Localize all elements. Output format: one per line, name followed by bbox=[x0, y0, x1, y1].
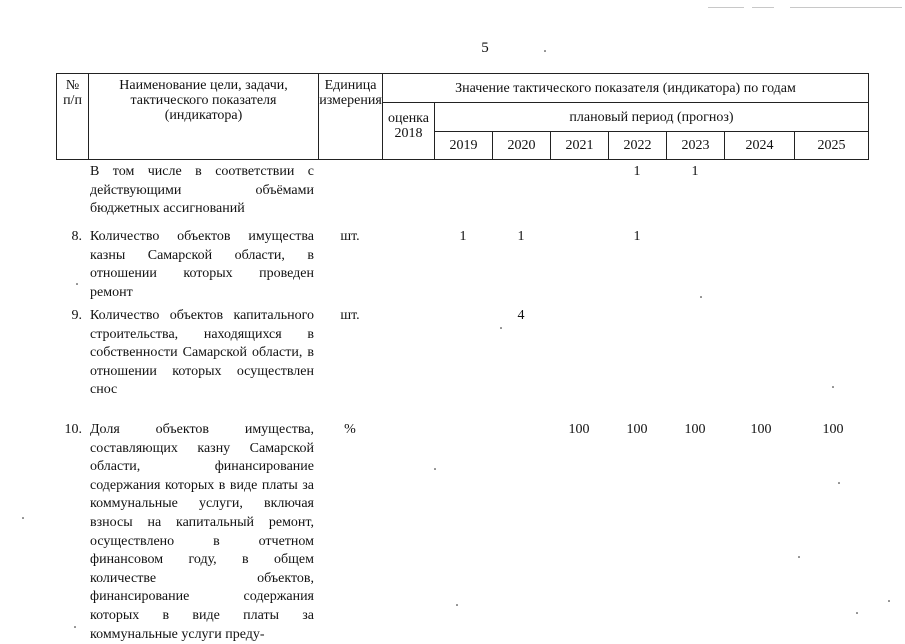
scan-artifact-line bbox=[752, 7, 774, 8]
row-value-2019: 1 bbox=[459, 229, 467, 244]
header-year-2024: 2024 bbox=[725, 132, 795, 160]
scan-speck bbox=[74, 626, 76, 628]
page-number: 5 bbox=[481, 40, 489, 56]
header-unit-col: Единица измерения bbox=[319, 74, 383, 160]
row-unit: шт. bbox=[340, 229, 360, 244]
header-year-2025: 2025 bbox=[795, 132, 869, 160]
row-indicator-name: Количество объектов капитального строительства, находящихся в собственности Самарской области, в отношении которых осуществлен снос bbox=[90, 308, 314, 398]
row-value-2022: 1 bbox=[633, 229, 641, 244]
row-number: 10. bbox=[64, 422, 82, 437]
row-value-2023: 1 bbox=[691, 164, 699, 179]
header-plan-group: плановый период (прогноз) bbox=[435, 103, 869, 132]
row-value-2020: 1 bbox=[517, 229, 525, 244]
scan-speck bbox=[700, 296, 702, 298]
scan-speck bbox=[832, 386, 834, 388]
row-indicator-name: Количество объектов имущества казны Самарской области, в отношении которых проведен ремонт bbox=[90, 229, 314, 300]
scan-speck bbox=[500, 327, 502, 329]
row-number: 9. bbox=[71, 308, 82, 323]
row-value-2023: 100 bbox=[684, 422, 706, 437]
scan-speck bbox=[22, 517, 24, 519]
header-name-col: Наименование цели, задачи, тактического показателя (индикатора) bbox=[89, 74, 319, 160]
row-value-2022: 1 bbox=[633, 164, 641, 179]
scan-speck bbox=[544, 50, 546, 52]
row-indicator-name: В том числе в соответствии с действующими объёмами бюджетных ассигнований bbox=[90, 164, 314, 217]
header-values-group: Значение тактического показателя (индикатора) по годам bbox=[383, 74, 869, 103]
scan-artifact-line bbox=[708, 7, 744, 8]
scan-artifact-line bbox=[790, 7, 902, 8]
header-year-2021: 2021 bbox=[551, 132, 609, 160]
header-year-2020: 2020 bbox=[493, 132, 551, 160]
scan-speck bbox=[888, 600, 890, 602]
row-value-2020: 4 bbox=[517, 308, 525, 323]
row-unit: шт. bbox=[340, 308, 360, 323]
header-num-col: № п/п bbox=[57, 74, 89, 160]
scan-speck bbox=[456, 604, 458, 606]
indicator-table-header bbox=[56, 73, 869, 160]
row-unit: % bbox=[344, 422, 356, 437]
row-value-2024: 100 bbox=[750, 422, 772, 437]
header-year-2022: 2022 bbox=[609, 132, 667, 160]
scan-speck bbox=[856, 612, 858, 614]
row-value-2022: 100 bbox=[626, 422, 648, 437]
scan-speck bbox=[798, 556, 800, 558]
row-value-2021: 100 bbox=[568, 422, 590, 437]
header-estimate-col: оценка 2018 bbox=[383, 103, 435, 160]
header-year-2023: 2023 bbox=[667, 132, 725, 160]
row-value-2025: 100 bbox=[822, 422, 844, 437]
row-indicator-name: Доля объектов имущества, составляющих казну Самарской области, финансирование содержания которых в виде платы за коммунальные услуги, включая взносы на капитальный ремонт, осуществлено в отчетном финансовом году, в общем количестве объектов, финансирование содержания которых в виде платы за коммунальные услуги преду- bbox=[90, 422, 314, 642]
scan-speck bbox=[76, 283, 78, 285]
header-year-2019: 2019 bbox=[435, 132, 493, 160]
row-number: 8. bbox=[71, 229, 82, 244]
scan-speck bbox=[838, 482, 840, 484]
scan-speck bbox=[434, 468, 436, 470]
